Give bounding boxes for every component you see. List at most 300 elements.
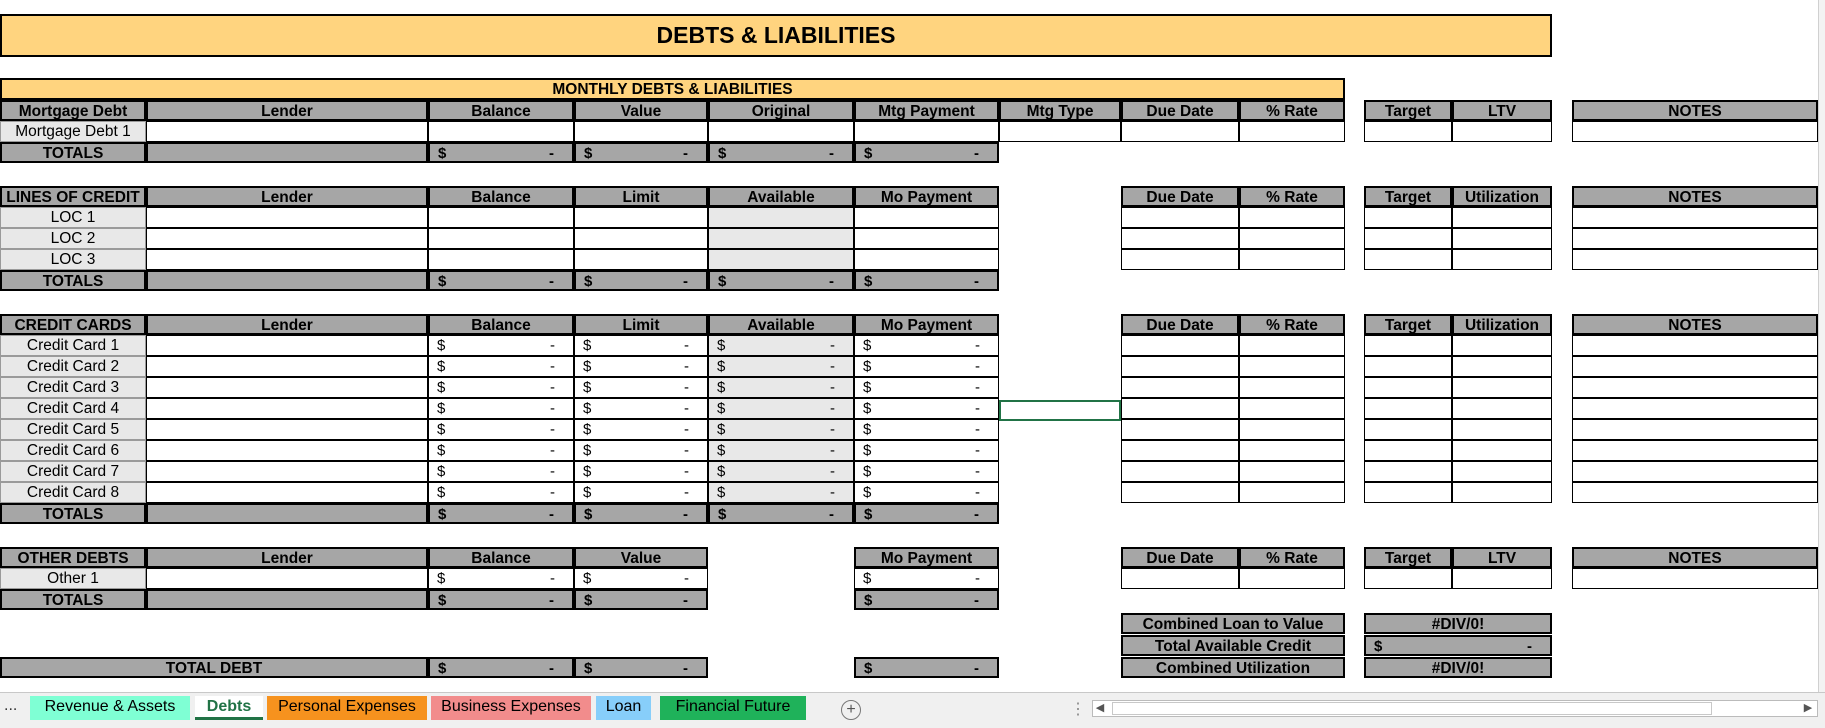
zero-dash: - <box>684 484 689 501</box>
input-cell-due[interactable] <box>1121 461 1239 482</box>
input-cell-target[interactable] <box>1364 356 1452 377</box>
input-cell-rate[interactable] <box>1239 461 1345 482</box>
row-label-credit-card: Credit Card 6 <box>0 440 146 461</box>
input-cell-ltv[interactable] <box>1452 377 1552 398</box>
zero-dash: - <box>684 379 689 396</box>
currency-symbol: $ <box>717 379 726 396</box>
zero-dash: - <box>684 337 689 354</box>
col-header-cc-4: Available <box>708 314 854 335</box>
available-cell[interactable] <box>708 207 854 228</box>
currency-symbol: $ <box>1374 638 1383 655</box>
row-label-mortgage: Mortgage Debt 1 <box>0 121 146 142</box>
limit-cell[interactable] <box>574 356 708 377</box>
input-cell-target[interactable] <box>1364 228 1452 249</box>
input-cell-lender[interactable] <box>146 398 428 419</box>
col-header-loc-5: Mo Payment <box>854 186 999 207</box>
currency-symbol: $ <box>717 337 726 354</box>
input-cell-due[interactable] <box>1121 482 1239 503</box>
currency-symbol: $ <box>437 421 446 438</box>
currency-symbol: $ <box>583 358 592 375</box>
payment-cell[interactable] <box>854 419 999 440</box>
input-cell-rate[interactable] <box>1239 121 1345 142</box>
zero-dash: - <box>550 463 555 480</box>
col-header-cc-6: Due Date <box>1121 314 1239 335</box>
col-header-mortgage-8: % Rate <box>1239 100 1345 121</box>
input-cell-target[interactable] <box>1364 419 1452 440</box>
zero-dash: - <box>683 660 688 677</box>
input-cell-rate[interactable] <box>1239 335 1345 356</box>
zero-dash: - <box>549 273 554 290</box>
input-cell-target[interactable] <box>1364 568 1452 589</box>
total-cell-pay[interactable] <box>854 503 999 524</box>
total-cell-bal[interactable] <box>428 142 574 163</box>
input-cell-target[interactable] <box>1364 121 1452 142</box>
combined-ltv-value[interactable]: #DIV/0! <box>1364 613 1552 634</box>
payment-cell[interactable] <box>854 461 999 482</box>
currency-symbol: $ <box>864 273 873 290</box>
zero-dash: - <box>829 506 834 523</box>
row-label-credit-card: Credit Card 8 <box>0 482 146 503</box>
currency-symbol: $ <box>863 400 872 417</box>
combined-utilization-value[interactable]: #DIV/0! <box>1364 657 1552 678</box>
available-cell[interactable] <box>708 356 854 377</box>
currency-symbol: $ <box>717 442 726 459</box>
currency-symbol: $ <box>438 273 447 290</box>
col-header-other-4: Mo Payment <box>854 547 999 568</box>
currency-symbol: $ <box>863 570 872 587</box>
input-cell-lender[interactable] <box>146 228 428 249</box>
payment-cell[interactable] <box>854 398 999 419</box>
currency-symbol: $ <box>583 400 592 417</box>
totals-label: TOTALS <box>0 142 146 163</box>
input-cell-due[interactable] <box>1121 228 1239 249</box>
total-debt-label: TOTAL DEBT <box>0 657 428 678</box>
input-cell-notes[interactable] <box>1572 207 1818 228</box>
input-cell-rate[interactable] <box>1239 228 1345 249</box>
col-header-mortgage-2: Balance <box>428 100 574 121</box>
input-cell-lender[interactable] <box>146 568 428 589</box>
input-cell-rate[interactable] <box>1239 377 1345 398</box>
total-cell-bal[interactable] <box>428 503 574 524</box>
total-available-credit-value[interactable] <box>1364 635 1552 656</box>
zero-dash: - <box>550 484 555 501</box>
selected-cell[interactable] <box>999 400 1121 421</box>
col-header-other-9: NOTES <box>1572 547 1818 568</box>
input-cell-notes[interactable] <box>1572 419 1818 440</box>
col-header-cc-1: Lender <box>146 314 428 335</box>
currency-symbol: $ <box>584 273 593 290</box>
zero-dash: - <box>684 570 689 587</box>
balance-cell[interactable] <box>428 419 574 440</box>
input-cell-due[interactable] <box>1121 398 1239 419</box>
input-cell-target[interactable] <box>1364 461 1452 482</box>
input-cell-notes[interactable] <box>1572 335 1818 356</box>
input-cell-target[interactable] <box>1364 207 1452 228</box>
input-cell-pay[interactable] <box>854 207 999 228</box>
tab-financial-future[interactable]: Financial Future <box>660 696 806 720</box>
currency-symbol: $ <box>863 442 872 459</box>
zero-dash: - <box>550 337 555 354</box>
limit-cell[interactable] <box>574 482 708 503</box>
available-cell[interactable] <box>708 398 854 419</box>
zero-dash: - <box>830 379 835 396</box>
col-header-loc-9: Utilization <box>1452 186 1552 207</box>
currency-symbol: $ <box>437 337 446 354</box>
col-header-other-5: Due Date <box>1121 547 1239 568</box>
input-cell-notes[interactable] <box>1572 568 1818 589</box>
currency-symbol: $ <box>584 660 593 677</box>
currency-symbol: $ <box>438 660 447 677</box>
row-label-credit-card: Credit Card 4 <box>0 398 146 419</box>
input-cell-ltv[interactable] <box>1452 249 1552 270</box>
col-header-other-7: Target <box>1364 547 1452 568</box>
input-cell-lender[interactable] <box>146 249 428 270</box>
col-header-mortgage-9: Target <box>1364 100 1452 121</box>
row-label-credit-card: Credit Card 3 <box>0 377 146 398</box>
zero-dash: - <box>683 145 688 162</box>
totals-label: TOTALS <box>0 270 146 291</box>
total-cell-c4[interactable] <box>708 270 854 291</box>
available-cell[interactable] <box>708 419 854 440</box>
input-cell-ltv[interactable] <box>1452 419 1552 440</box>
input-cell-notes[interactable] <box>1572 228 1818 249</box>
zero-dash: - <box>550 358 555 375</box>
col-header-loc-1: Lender <box>146 186 428 207</box>
input-cell-bal[interactable] <box>428 121 574 142</box>
col-header-mortgage-4: Original <box>708 100 854 121</box>
zero-dash: - <box>975 421 980 438</box>
currency-symbol: $ <box>438 145 447 162</box>
balance-cell[interactable] <box>428 335 574 356</box>
input-cell-rate[interactable] <box>1239 419 1345 440</box>
input-cell-notes[interactable] <box>1572 377 1818 398</box>
currency-symbol: $ <box>583 337 592 354</box>
totals-label: TOTALS <box>0 589 146 610</box>
zero-dash: - <box>684 442 689 459</box>
input-cell-ltv[interactable] <box>1452 207 1552 228</box>
available-cell[interactable] <box>708 461 854 482</box>
total-cell-pay[interactable] <box>854 589 999 610</box>
input-cell-due[interactable] <box>1121 440 1239 461</box>
input-cell-rate[interactable] <box>1239 398 1345 419</box>
input-cell-due[interactable] <box>1121 335 1239 356</box>
available-cell[interactable] <box>708 335 854 356</box>
input-cell-rate[interactable] <box>1239 568 1345 589</box>
input-cell-ltv[interactable] <box>1452 482 1552 503</box>
input-cell-notes[interactable] <box>1572 482 1818 503</box>
input-cell-notes[interactable] <box>1572 398 1818 419</box>
input-cell-c3[interactable] <box>574 207 708 228</box>
balance-cell[interactable] <box>428 440 574 461</box>
input-cell-type[interactable] <box>999 121 1121 142</box>
tab-scroll-ellipsis[interactable]: ... <box>4 697 18 714</box>
currency-symbol: $ <box>718 273 727 290</box>
total-cell-c3[interactable] <box>574 142 708 163</box>
balance-cell[interactable] <box>428 356 574 377</box>
zero-dash: - <box>974 660 979 677</box>
input-cell-target[interactable] <box>1364 440 1452 461</box>
payment-cell[interactable] <box>854 440 999 461</box>
balance-cell[interactable] <box>428 377 574 398</box>
input-cell-pay[interactable] <box>854 228 999 249</box>
input-cell-bal[interactable] <box>428 249 574 270</box>
input-cell-c4[interactable] <box>708 121 854 142</box>
total-debt-value[interactable] <box>574 657 708 678</box>
input-cell-due[interactable] <box>1121 377 1239 398</box>
col-header-cc-0: CREDIT CARDS <box>0 314 146 335</box>
row-label-loc: LOC 1 <box>0 207 146 228</box>
row-label-other: Other 1 <box>0 568 146 589</box>
zero-dash: - <box>830 358 835 375</box>
input-cell-lender[interactable] <box>146 207 428 228</box>
limit-cell[interactable] <box>574 461 708 482</box>
total-cell-bal[interactable] <box>428 589 574 610</box>
input-cell-target[interactable] <box>1364 482 1452 503</box>
totals-blank <box>146 503 428 524</box>
balance-cell[interactable] <box>428 482 574 503</box>
total-debt-balance[interactable] <box>428 657 574 678</box>
currency-symbol: $ <box>717 358 726 375</box>
balance-cell[interactable] <box>428 461 574 482</box>
currency-symbol: $ <box>863 484 872 501</box>
currency-symbol: $ <box>584 506 593 523</box>
currency-symbol: $ <box>718 506 727 523</box>
row-label-credit-card: Credit Card 5 <box>0 419 146 440</box>
currency-symbol: $ <box>438 506 447 523</box>
input-cell-lender[interactable] <box>146 440 428 461</box>
add-sheet-icon[interactable]: + <box>841 700 861 720</box>
input-cell-c3[interactable] <box>574 228 708 249</box>
input-cell-ltv[interactable] <box>1452 335 1552 356</box>
available-cell[interactable] <box>708 482 854 503</box>
zero-dash: - <box>683 506 688 523</box>
input-cell-ltv[interactable] <box>1452 461 1552 482</box>
currency-symbol: $ <box>863 358 872 375</box>
currency-symbol: $ <box>437 400 446 417</box>
col-header-other-3: Value <box>574 547 708 568</box>
input-cell-due[interactable] <box>1121 207 1239 228</box>
col-header-mortgage-10: LTV <box>1452 100 1552 121</box>
input-cell-notes[interactable] <box>1572 461 1818 482</box>
input-cell-notes[interactable] <box>1572 440 1818 461</box>
input-cell-ltv[interactable] <box>1452 568 1552 589</box>
zero-dash: - <box>550 442 555 459</box>
available-cell[interactable] <box>708 377 854 398</box>
currency-symbol: $ <box>583 463 592 480</box>
input-cell-target[interactable] <box>1364 377 1452 398</box>
input-cell-lender[interactable] <box>146 356 428 377</box>
zero-dash: - <box>975 463 980 480</box>
input-cell-rate[interactable] <box>1239 440 1345 461</box>
input-cell-pay[interactable] <box>854 121 999 142</box>
input-cell-ltv[interactable] <box>1452 356 1552 377</box>
balance-cell[interactable] <box>428 568 574 589</box>
total-cell-pay[interactable] <box>854 142 999 163</box>
input-cell-due[interactable] <box>1121 419 1239 440</box>
page-title: DEBTS & LIABILITIES <box>0 14 1552 57</box>
total-cell-value[interactable] <box>574 589 708 610</box>
combined-utilization-label: Combined Utilization <box>1121 657 1345 678</box>
zero-dash: - <box>974 145 979 162</box>
input-cell-rate[interactable] <box>1239 249 1345 270</box>
input-cell-due[interactable] <box>1121 121 1239 142</box>
zero-dash: - <box>975 570 980 587</box>
col-header-loc-0: LINES OF CREDIT <box>0 186 146 207</box>
zero-dash: - <box>550 421 555 438</box>
tab-revenue-assets[interactable]: Revenue & Assets <box>30 696 190 720</box>
total-available-credit-label: Total Available Credit <box>1121 635 1345 656</box>
col-header-mortgage-7: Due Date <box>1121 100 1239 121</box>
sheet-tab-bar <box>0 692 1825 728</box>
row-label-loc: LOC 3 <box>0 249 146 270</box>
zero-dash: - <box>1527 638 1532 655</box>
currency-symbol: $ <box>437 570 446 587</box>
col-header-other-8: LTV <box>1452 547 1552 568</box>
col-header-other-6: % Rate <box>1239 547 1345 568</box>
scroll-left-icon[interactable]: ◀ <box>1095 702 1105 714</box>
currency-symbol: $ <box>717 484 726 501</box>
tab-business-expenses[interactable]: Business Expenses <box>431 696 591 720</box>
input-cell-lender[interactable] <box>146 419 428 440</box>
total-cell-bal[interactable] <box>428 270 574 291</box>
limit-cell[interactable] <box>574 419 708 440</box>
input-cell-notes[interactable] <box>1572 121 1818 142</box>
currency-symbol: $ <box>864 660 873 677</box>
input-cell-lender[interactable] <box>146 482 428 503</box>
currency-symbol: $ <box>864 145 873 162</box>
limit-cell[interactable] <box>574 398 708 419</box>
currency-symbol: $ <box>583 421 592 438</box>
zero-dash: - <box>684 463 689 480</box>
col-header-cc-7: % Rate <box>1239 314 1345 335</box>
input-cell-target[interactable] <box>1364 398 1452 419</box>
input-cell-c3[interactable] <box>574 249 708 270</box>
zero-dash: - <box>683 273 688 290</box>
zero-dash: - <box>975 337 980 354</box>
payment-cell[interactable] <box>854 356 999 377</box>
row-label-credit-card: Credit Card 1 <box>0 335 146 356</box>
zero-dash: - <box>830 463 835 480</box>
limit-cell[interactable] <box>574 335 708 356</box>
col-header-cc-2: Balance <box>428 314 574 335</box>
zero-dash: - <box>975 442 980 459</box>
currency-symbol: $ <box>437 463 446 480</box>
vertical-scrollbar[interactable] <box>1818 0 1825 692</box>
payment-cell[interactable] <box>854 335 999 356</box>
total-cell-c4[interactable] <box>708 142 854 163</box>
input-cell-ltv[interactable] <box>1452 398 1552 419</box>
scroll-right-icon[interactable]: ▶ <box>1803 702 1813 714</box>
combined-ltv-label: Combined Loan to Value <box>1121 613 1345 634</box>
limit-cell[interactable] <box>574 377 708 398</box>
tab-splitter-icon[interactable]: ⋮ <box>1070 701 1086 718</box>
input-cell-lender[interactable] <box>146 377 428 398</box>
payment-cell[interactable] <box>854 377 999 398</box>
row-label-credit-card: Credit Card 7 <box>0 461 146 482</box>
available-cell[interactable] <box>708 440 854 461</box>
zero-dash: - <box>830 421 835 438</box>
zero-dash: - <box>975 379 980 396</box>
input-cell-due[interactable] <box>1121 356 1239 377</box>
currency-symbol: $ <box>718 145 727 162</box>
col-header-mortgage-0: Mortgage Debt <box>0 100 146 121</box>
col-header-other-2: Balance <box>428 547 574 568</box>
input-cell-ltv[interactable] <box>1452 228 1552 249</box>
currency-symbol: $ <box>437 358 446 375</box>
currency-symbol: $ <box>583 570 592 587</box>
total-cell-pay[interactable] <box>854 270 999 291</box>
total-debt-payment[interactable] <box>854 657 999 678</box>
scrollbar-thumb[interactable] <box>1112 702 1712 715</box>
zero-dash: - <box>975 484 980 501</box>
limit-cell[interactable] <box>574 440 708 461</box>
input-cell-due[interactable] <box>1121 568 1239 589</box>
total-cell-c3[interactable] <box>574 270 708 291</box>
totals-blank <box>146 589 428 610</box>
currency-symbol: $ <box>717 400 726 417</box>
input-cell-notes[interactable] <box>1572 356 1818 377</box>
zero-dash: - <box>830 337 835 354</box>
zero-dash: - <box>974 592 979 609</box>
tab-debts[interactable]: Debts <box>195 696 263 720</box>
total-cell-c4[interactable] <box>708 503 854 524</box>
input-cell-rate[interactable] <box>1239 482 1345 503</box>
input-cell-bal[interactable] <box>428 228 574 249</box>
available-cell[interactable] <box>708 228 854 249</box>
zero-dash: - <box>975 358 980 375</box>
input-cell-pay[interactable] <box>854 249 999 270</box>
col-header-loc-8: Target <box>1364 186 1452 207</box>
currency-symbol: $ <box>584 592 593 609</box>
input-cell-rate[interactable] <box>1239 356 1345 377</box>
payment-cell[interactable] <box>854 568 999 589</box>
tab-loan[interactable]: Loan <box>596 696 651 720</box>
input-cell-target[interactable] <box>1364 249 1452 270</box>
balance-cell[interactable] <box>428 398 574 419</box>
input-cell-c3[interactable] <box>574 121 708 142</box>
input-cell-notes[interactable] <box>1572 249 1818 270</box>
zero-dash: - <box>684 400 689 417</box>
zero-dash: - <box>829 145 834 162</box>
currency-symbol: $ <box>717 463 726 480</box>
input-cell-lender[interactable] <box>146 121 428 142</box>
input-cell-ltv[interactable] <box>1452 121 1552 142</box>
row-label-loc: LOC 2 <box>0 228 146 249</box>
col-header-mortgage-1: Lender <box>146 100 428 121</box>
col-header-loc-2: Balance <box>428 186 574 207</box>
payment-cell[interactable] <box>854 482 999 503</box>
input-cell-ltv[interactable] <box>1452 440 1552 461</box>
input-cell-bal[interactable] <box>428 207 574 228</box>
total-cell-c3[interactable] <box>574 503 708 524</box>
currency-symbol: $ <box>864 506 873 523</box>
input-cell-lender[interactable] <box>146 335 428 356</box>
value-cell[interactable] <box>574 568 708 589</box>
col-header-cc-5: Mo Payment <box>854 314 999 335</box>
tab-personal-expenses[interactable]: Personal Expenses <box>267 696 427 720</box>
available-cell[interactable] <box>708 249 854 270</box>
input-cell-rate[interactable] <box>1239 207 1345 228</box>
input-cell-target[interactable] <box>1364 335 1452 356</box>
col-header-loc-10: NOTES <box>1572 186 1818 207</box>
zero-dash: - <box>550 400 555 417</box>
col-header-mortgage-11: NOTES <box>1572 100 1818 121</box>
currency-symbol: $ <box>583 379 592 396</box>
input-cell-lender[interactable] <box>146 461 428 482</box>
input-cell-due[interactable] <box>1121 249 1239 270</box>
currency-symbol: $ <box>863 337 872 354</box>
col-header-loc-4: Available <box>708 186 854 207</box>
